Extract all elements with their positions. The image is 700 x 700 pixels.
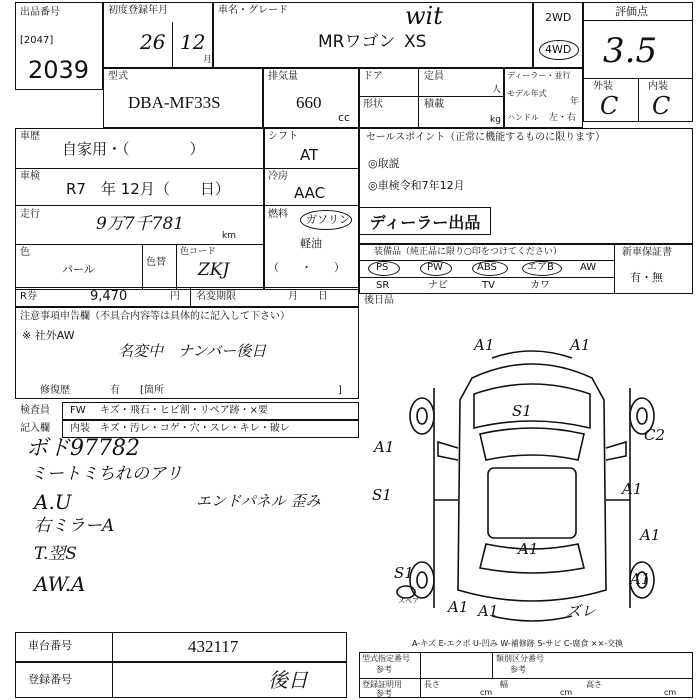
history-value: 自家用・（ ） — [62, 140, 205, 158]
inspector-row1-head: FW — [70, 405, 86, 416]
inspect-label: 車検 — [20, 171, 40, 182]
model-label: 型式 — [108, 71, 128, 82]
cap-label: 定員 — [424, 71, 444, 82]
mark-1: A1 — [474, 336, 495, 354]
score-value: 3.5 — [603, 31, 658, 71]
sales-label: セールスポイント（正常に機能するものに限ります） — [366, 132, 606, 143]
recycle-value: 9,470 — [90, 289, 128, 304]
reg-year: 26 — [140, 30, 166, 54]
interior-grade: C — [652, 92, 671, 120]
interior-label: 内装 — [648, 81, 668, 92]
color-value: パール — [62, 263, 95, 276]
color-num-label: 色替 — [146, 257, 166, 268]
equip-leather: カワ — [530, 280, 550, 291]
mark-12: A1 — [448, 598, 469, 616]
len-cm: cm — [480, 688, 493, 697]
shape-label: 形状 — [363, 99, 383, 110]
hw-line2: ミートミちれのアリ — [30, 464, 183, 484]
hw-line5: T.翌S — [34, 544, 77, 564]
equipment-label: 装備品（純正品に限り○印をつけてください） — [374, 247, 562, 257]
hw-line4: 右ミラーA — [34, 516, 115, 536]
history-label: 車歴 — [20, 131, 40, 142]
car-note: wit — [405, 2, 443, 30]
equip-tv: TV — [482, 280, 495, 291]
hw-line6: AW.A — [34, 572, 86, 596]
equip-airbag: エアB — [527, 262, 554, 273]
sales-item2: ◎車検令和7年12月 — [368, 179, 465, 192]
name-change-label: 名変期限 — [196, 291, 236, 302]
repair-end: ] — [338, 385, 342, 396]
entry-label: 記入欄 — [20, 423, 50, 434]
equip-sr: SR — [376, 280, 390, 291]
type-cert-label: 型式指定番号 — [362, 654, 410, 663]
repair-value: 有 [箇所 — [110, 385, 164, 396]
hw-center: エンドパネル 歪み — [196, 492, 321, 510]
year-unit: 年 — [570, 97, 580, 107]
mark-14: ズレ — [566, 602, 597, 620]
reg-month: 12 — [180, 30, 206, 54]
fuel-selected: ガソリン — [306, 213, 350, 226]
mark-7: A1 — [622, 480, 643, 498]
drive-4wd: 4WD — [545, 43, 572, 56]
hgt-cm: cm — [664, 688, 677, 697]
disp-value: 660 — [296, 93, 322, 112]
notes-line1: ※ 社外AW — [22, 329, 75, 342]
shift-value: AT — [300, 146, 319, 164]
equip-ps: PS — [376, 262, 389, 273]
score-label: 評価点 — [615, 5, 648, 18]
handle-value: 左・右 — [549, 113, 577, 123]
inspector-row2-text: キズ・汚レ・コゲ・穴・スレ・キレ・破レ — [100, 423, 290, 434]
wid-label: 幅 — [500, 680, 508, 689]
warranty-label: 新車保証書 — [622, 247, 672, 258]
dealer-label: ディーラー・並行 — [507, 71, 571, 80]
hw-line3: A.U — [34, 490, 72, 514]
handle-label: ハンドル — [507, 113, 539, 122]
car-grade: XS — [404, 32, 427, 52]
chassis-label: 車台番号 — [28, 639, 72, 652]
mark-6: S1 — [372, 486, 392, 504]
spare-label: スペア — [398, 597, 419, 605]
class-label: 類別区分番号 — [496, 654, 544, 663]
mark-8: A1 — [640, 526, 661, 544]
equip-pw: PW — [427, 262, 443, 273]
inspector-row1-text: キズ・飛石・ヒビ割・リペア跡・×要 — [100, 405, 268, 416]
mark-2: A1 — [570, 336, 591, 354]
len-label: 長さ — [424, 680, 440, 689]
fuel-blank: （ ・ ） — [268, 261, 345, 274]
equip-abs: ABS — [477, 262, 497, 273]
mark-4: A1 — [374, 438, 395, 456]
cap-unit: 人 — [492, 85, 502, 95]
inspector-label: 検査員 — [20, 405, 50, 416]
color-code-label: 色コード — [180, 247, 217, 257]
exterior-label: 外装 — [593, 81, 613, 92]
door-label: ドア — [363, 71, 383, 82]
reg-label: 初度登録年月 — [108, 5, 168, 16]
mark-13: A1 — [478, 602, 499, 620]
car-name: MRワゴン — [318, 32, 396, 52]
dealer-badge: ディーラー出品 — [359, 207, 491, 235]
mark-9: A1 — [518, 540, 539, 558]
hw-line1: ボド97782 — [26, 436, 140, 461]
sales-item1: ◎取説 — [368, 157, 400, 170]
disp-label: 排気量 — [268, 71, 298, 82]
notes-handwritten: 名変中 ナンバー後日 — [118, 342, 267, 360]
disp-unit: cc — [338, 111, 351, 124]
mark-3: S1 — [512, 402, 532, 420]
damage-legend: A-キズ E-エクボ U-凹み W-補修跡 S-サビ C-腐食 ××-交換 — [412, 639, 624, 648]
fuel-other: 軽油 — [300, 237, 322, 250]
reg-no-value: 後日 — [268, 668, 308, 692]
repair-label: 修復歴 — [40, 385, 70, 396]
notes-label: 注意事項申告欄（不具合内容等は具体的に記入して下さい） — [20, 311, 290, 322]
class-ref: 参考 — [510, 665, 526, 674]
lot-number: 2039 — [28, 56, 90, 84]
rear-seat-label: 後日品 — [364, 295, 394, 306]
equip-navi: ナビ — [428, 280, 448, 291]
ac-value: AAC — [294, 184, 326, 202]
color-code-value: ZKJ — [198, 260, 230, 280]
name-change-value: 月 日 — [288, 291, 328, 302]
cert-label: 登録証明用 — [362, 680, 402, 689]
mileage-unit: km — [222, 231, 236, 241]
color-label: 色 — [20, 247, 30, 258]
mileage-value: 9万7千781 — [96, 214, 185, 234]
mark-10: S1 — [394, 564, 414, 582]
exterior-grade: C — [600, 92, 619, 120]
reg-month-unit: 月 — [203, 55, 213, 65]
mark-11: A1 — [630, 570, 651, 588]
reg-no-label: 登録番号 — [28, 673, 72, 686]
equip-aw: AW — [580, 262, 597, 273]
shift-label: シフト — [268, 131, 298, 142]
mileage-label: 走行 — [20, 209, 40, 220]
load-label: 積載 — [424, 99, 444, 110]
recycle-label: R券 — [20, 291, 37, 302]
lot-sub: [2047] — [20, 35, 54, 46]
chassis-value: 432117 — [188, 637, 239, 656]
ac-label: 冷房 — [268, 171, 288, 182]
cert-ref: 参考 — [376, 689, 392, 698]
inspector-row2-head: 内装 — [70, 423, 90, 434]
inspect-value: R7 年 12月（ 日） — [66, 180, 230, 198]
model-value: DBA-MF33S — [128, 93, 221, 112]
fuel-label: 燃料 — [268, 209, 288, 220]
lot-label: 出品番号 — [20, 7, 60, 18]
recycle-unit: 円 — [170, 291, 180, 302]
hgt-label: 高さ — [586, 680, 602, 689]
wid-cm: cm — [560, 688, 573, 697]
warranty-value: 有・無 — [630, 271, 663, 284]
drive-2wd: 2WD — [545, 11, 572, 24]
type-cert-ref: 参考 — [376, 665, 392, 674]
load-unit: kg — [490, 115, 501, 125]
mark-5: C2 — [644, 426, 666, 444]
model-year-label: モデル年式 — [507, 89, 547, 98]
name-label: 車名・グレード — [218, 5, 288, 16]
